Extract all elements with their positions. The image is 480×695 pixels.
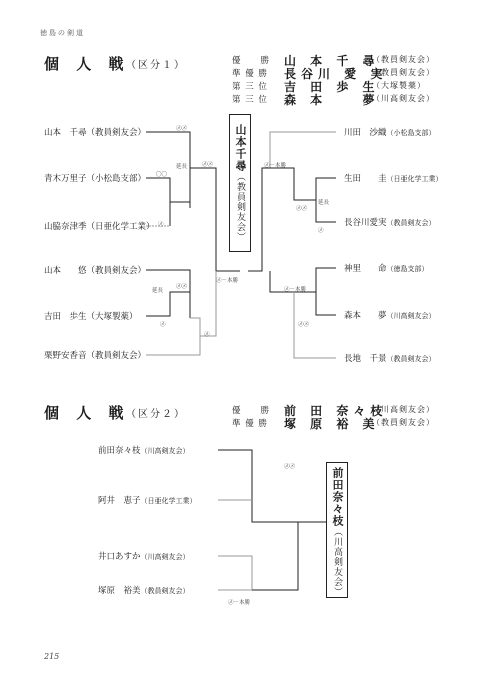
extension-mark: 延長	[152, 288, 164, 294]
bracket-line	[252, 522, 326, 590]
section2-title: 個 人 戦	[44, 404, 130, 422]
right-player-1: 川田 沙織（小松島支部）	[344, 128, 436, 138]
score-mark: ㋱	[204, 332, 210, 338]
s2-player-4: 塚原 裕美（教員剣友会）	[98, 586, 190, 596]
score-mark: ㋱㋱	[176, 126, 188, 132]
ippon-mark: ㋱－本勝	[284, 287, 307, 293]
score-mark: ㋱㋱	[284, 464, 296, 470]
champion-name: 山本千尋	[234, 124, 247, 172]
extension-mark: 延長	[318, 200, 330, 206]
ippon-mark: ㋱－本勝	[264, 163, 287, 169]
s2-player-1: 前田奈々枝（川高剣友会）	[98, 446, 190, 456]
score-mark: 〇〇	[156, 172, 168, 178]
bracket-line	[270, 168, 336, 200]
champion-affiliation: （教員剣友会）	[235, 172, 245, 242]
bracket-line	[316, 292, 336, 315]
page-number: 215	[44, 652, 60, 661]
bracket-line	[248, 168, 270, 271]
bracket-line	[146, 318, 200, 355]
champion-name: 前田奈々枝	[331, 467, 344, 527]
score-mark: ㋱㋱	[296, 206, 308, 212]
s2-player-3: 井口あすか（川高剣友会）	[98, 552, 190, 562]
extension-mark: 延長	[176, 164, 188, 170]
running-header: 徳島の剣道	[40, 29, 85, 37]
left-player-6: 栗野安香音（教員剣友会）	[44, 351, 147, 361]
bracket-line	[218, 556, 252, 590]
score-mark: ㋱	[318, 228, 324, 234]
bracket-line	[146, 178, 170, 226]
right-player-2: 生田 圭（日亜化学工業）	[344, 174, 443, 184]
right-player-3: 長谷川愛実（教員剣友会）	[344, 218, 436, 228]
section1-division: （区分１）	[126, 60, 186, 71]
bracket-line	[146, 292, 190, 318]
section2-division: （区分２）	[126, 409, 186, 420]
right-player-4: 神里 命（徳島支部）	[344, 264, 429, 274]
section1-champion-box	[229, 114, 251, 252]
score-mark: ㋱	[160, 322, 166, 328]
section1-title: 個 人 戦	[44, 55, 130, 73]
right-player-6: 長地 千景（教員剣友会）	[344, 354, 436, 364]
bracket-line	[200, 271, 216, 336]
left-player-2: 青木万里子（小松島支部）	[44, 174, 147, 184]
bracket-line	[218, 450, 298, 522]
ippon-mark: ㋱－本勝	[228, 600, 251, 606]
score-mark: ㋱㋱	[202, 162, 214, 168]
right-player-5: 森本 夢（川高剣友会）	[344, 311, 436, 321]
champion-affiliation: （川高剣友会）	[332, 527, 342, 597]
left-player-4: 山本 悠（教員剣友会）	[44, 266, 147, 276]
score-mark: ㋱㋱	[176, 284, 188, 290]
left-player-5: 吉田 歩生（大塚製薬）	[44, 312, 138, 322]
left-player-1: 山本 千尋（教員剣友会）	[44, 128, 147, 138]
left-player-3: 山脇奈津季（日亜化学工業）	[44, 222, 155, 232]
ippon-mark: ㋱－本勝	[216, 278, 239, 284]
section2-champion-box	[326, 462, 348, 598]
score-mark: ㋱㋱	[298, 322, 310, 328]
s2-player-2: 阿井 恵子（日亜化学工業）	[98, 496, 197, 506]
bracket-line	[146, 132, 190, 208]
score-mark: ㋱	[158, 222, 164, 228]
